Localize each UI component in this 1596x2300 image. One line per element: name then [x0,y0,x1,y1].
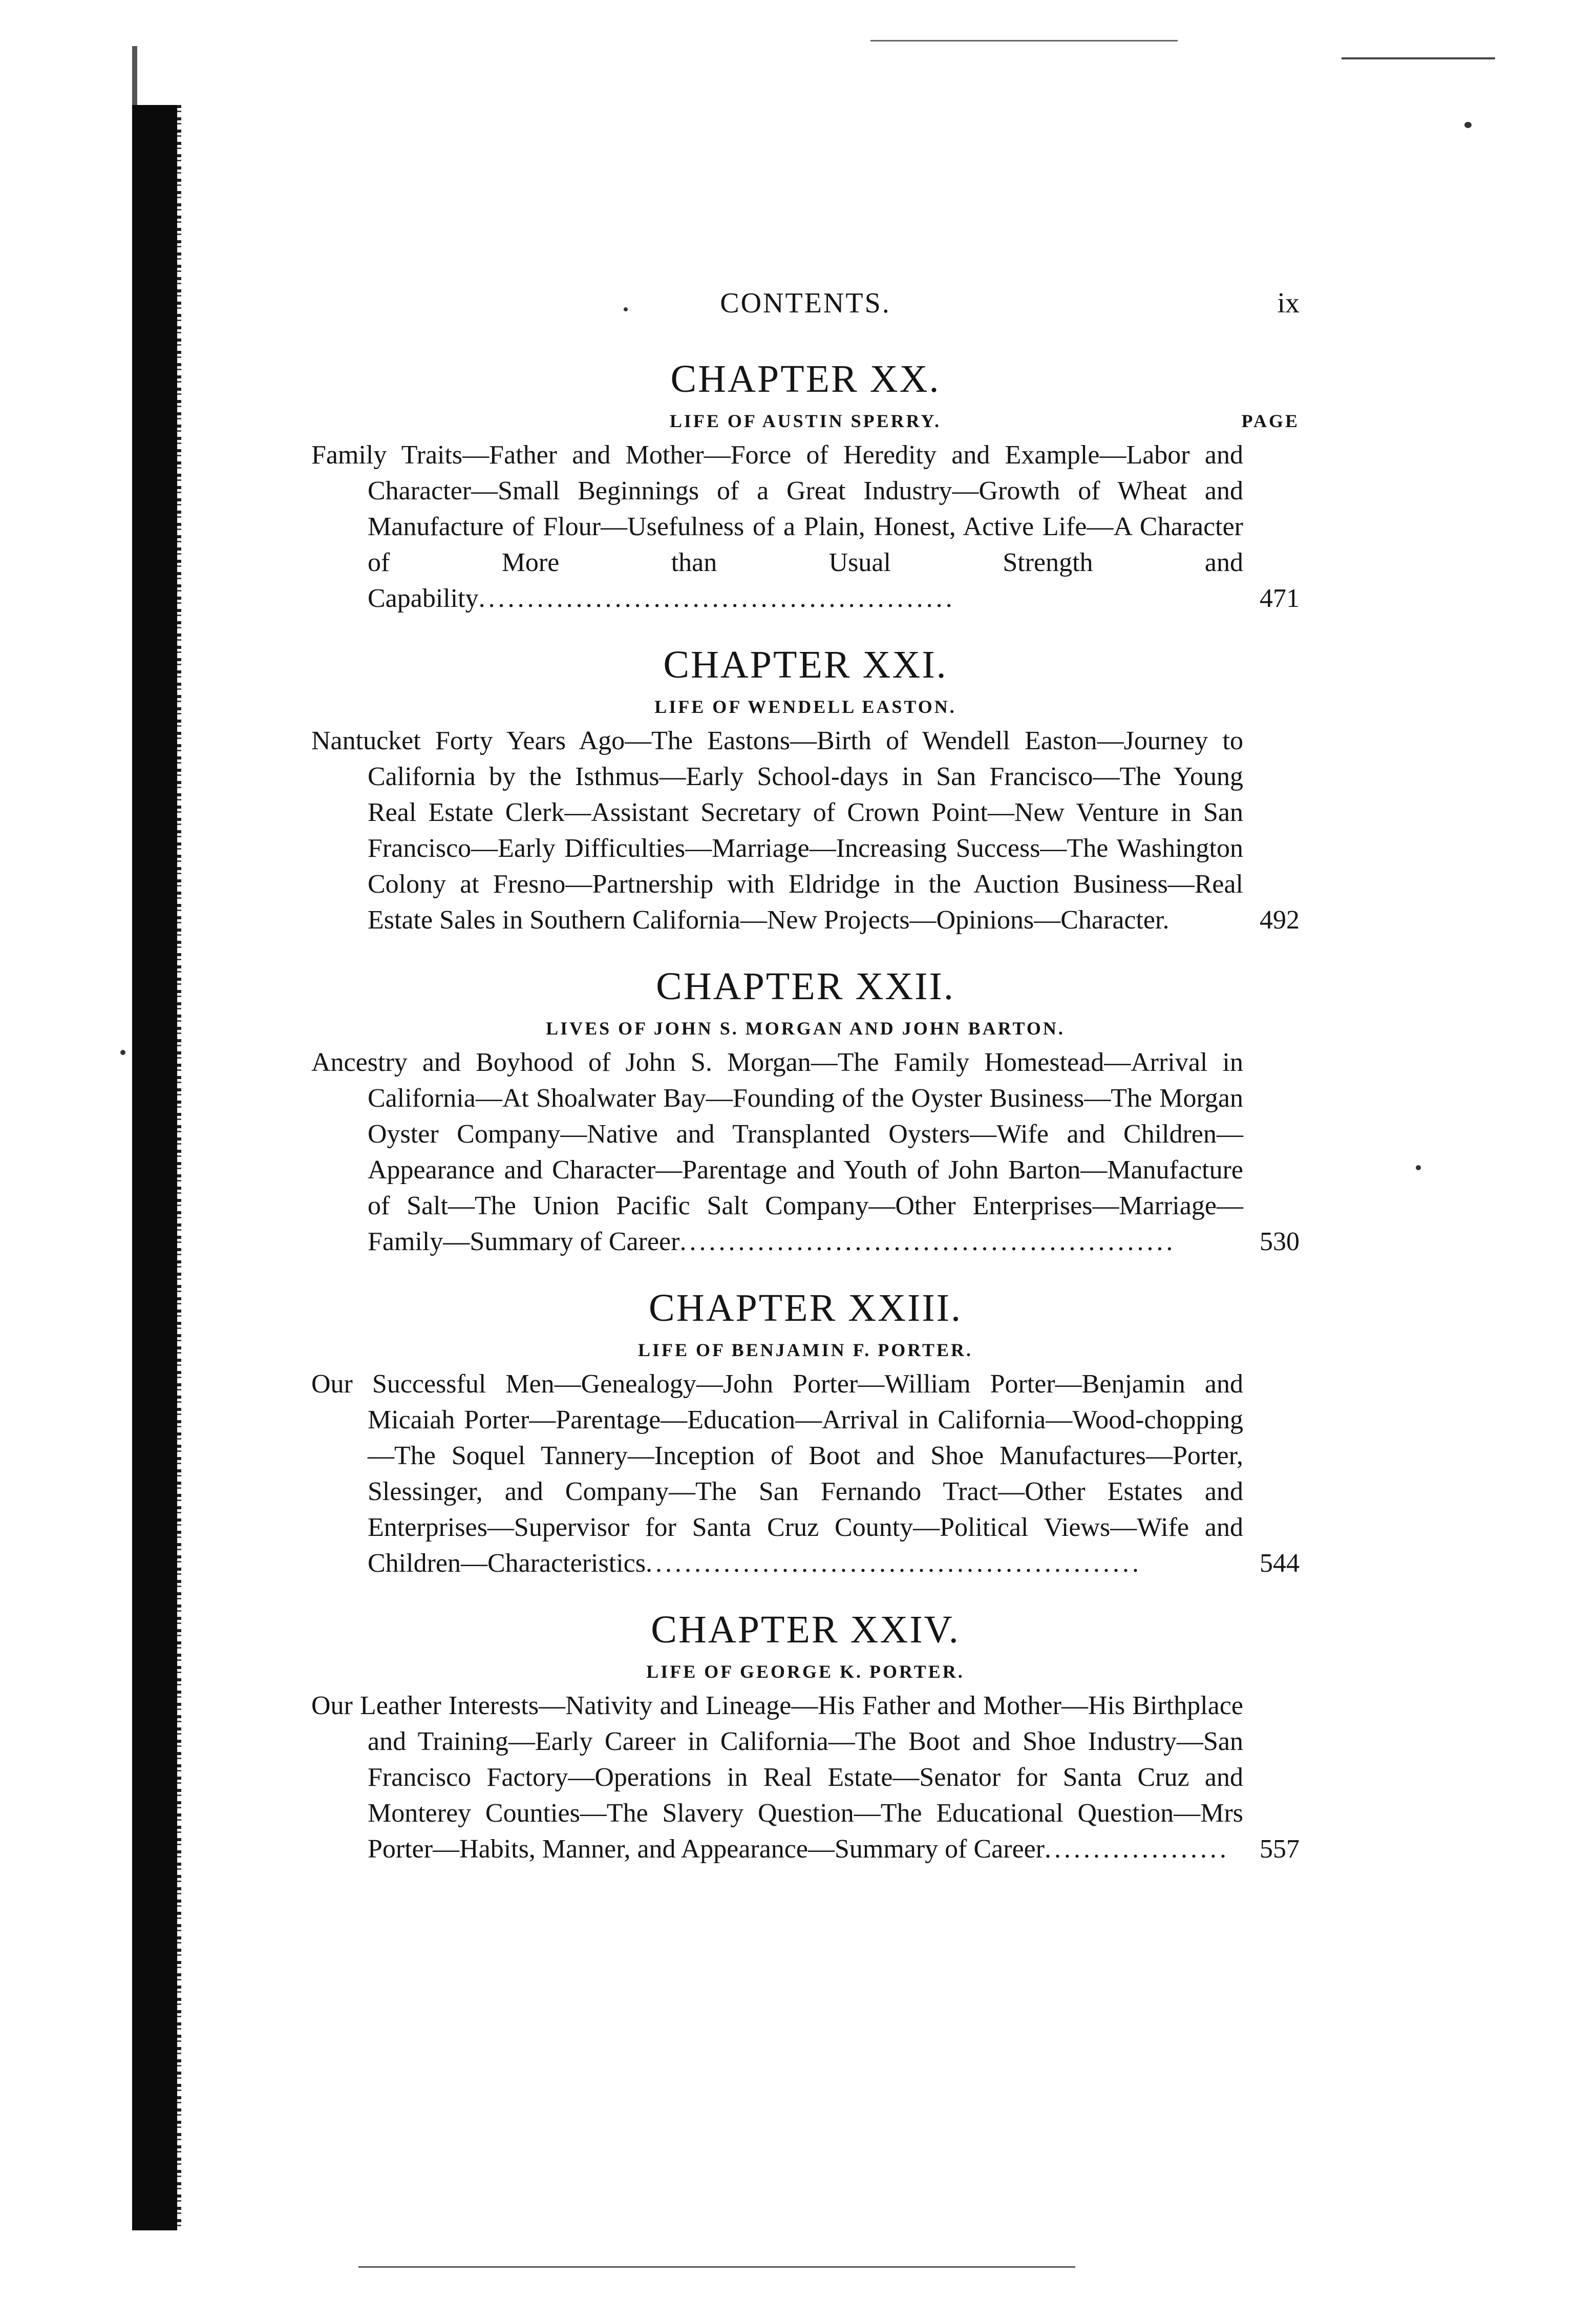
page-column-label: PAGE [1241,411,1300,431]
chapter-summary [311,1688,1243,1867]
dot-leader: ................................................... [645,1549,1142,1578]
chapter-summary-entry [311,437,1300,617]
summary-text: Our Leather Interests—Nativity and Lineage—His Father and Mother—His Birthplace and Training—Early Career in California—The Boot and Shoe Industry—San Francisco Factory—Operations in Real Estate—Senator for Santa Cruz and Monterey Counties—The Slavery Question—The Educational Question—Mrs Porter—Habits, Manner, and Appearance—Summary of Career [311,1691,1243,1864]
chapter-heading: CHAPTER XXII. [656,965,955,1008]
chapter-heading: CHAPTER XXIII. [649,1286,962,1330]
scan-artifact-top-right [1342,57,1495,59]
chapter-subheading: LIFE OF BENJAMIN F. PORTER. [637,1340,973,1360]
chapter-heading: CHAPTER XXI. [663,643,948,686]
dot-leader: ................................................. [478,584,955,613]
page-number: 557 [1260,1834,1300,1864]
chapter-subline [311,1655,1300,1688]
chapter-subheading: LIFE OF WENDELL EASTON. [654,697,956,717]
binding-edge-top [132,46,137,105]
chapter-subheading: LIVES OF JOHN S. MORGAN AND JOHN BARTON. [546,1018,1065,1039]
scan-artifact-bottom [358,2266,1075,2268]
chapter-summary [311,723,1243,938]
chapter-entry [311,353,1300,617]
chapter-heading: CHAPTER XX. [670,357,941,400]
chapter-subline [311,690,1300,723]
dust-speck [1464,122,1472,128]
chapter-subheading: LIFE OF GEORGE K. PORTER. [646,1661,965,1682]
chapter-entry [311,1282,1300,1581]
chapter-summary [311,437,1243,617]
chapter-summary-entry [311,1366,1300,1581]
chapter-summary-entry [311,1688,1300,1867]
chapter-heading: CHAPTER XXIV. [651,1608,960,1651]
chapter-summary-entry [311,1045,1300,1260]
table-of-contents [311,353,1300,1890]
chapter-subline [311,405,1300,437]
dot-leader: ................................................... [679,1227,1176,1256]
summary-text: Our Successful Men—Genealogy—John Porter—William Porter—Benjamin and Micaiah Porter—Parentage—Education—Arrival in California—Wood-chopping—The Soquel Tannery—Inception of Boot and Shoe Manufactures—Porter, Slessinger, and Company—The San Fernando Tract—Other Estates and Enterprises—Supervisor for Santa Cruz County—Political Views—Wife and Children—Characteristics [311,1369,1243,1578]
dot-leader: ................... [1045,1834,1230,1864]
chapter-summary [311,1045,1243,1260]
chapter-entry [311,1604,1300,1867]
summary-text: Family Traits—Father and Mother—Force of Heredity and Example—Labor and Character—Small Beginnings of a Great Industry—Growth of Wheat and Manufacture of Flour—Usefulness of a Plain, Honest, Active Life—A Character of More than Usual Strength and Capability [311,440,1243,613]
summary-text: Nantucket Forty Years Ago—The Eastons—Birth of Wendell Easton—Journey to California by the Isthmus—Early School-days in San Francisco—The Young Real Estate Clerk—Assistant Secretary of Crown Point—New Venture in San Francisco—Early Difficulties—Marriage—Increasing Success—The Washington Colony at Fresno—Partnership with Eldridge in the Auction Business—Real Estate Sales in Southern California—New Projects—Opinions—Character. [311,726,1243,935]
page-number: 471 [1260,584,1300,613]
chapter-subline [311,1012,1300,1045]
chapter-entry [311,961,1300,1260]
running-header [311,287,1300,323]
binding-ragged-edge [177,105,181,2230]
chapter-summary [311,1366,1243,1581]
chapter-subline [311,1334,1300,1366]
page-number: 544 [1260,1549,1300,1578]
chapter-subheading: LIFE OF AUSTIN SPERRY. [669,411,942,431]
page-number: 492 [1260,905,1300,935]
chapter-summary-entry [311,723,1300,938]
scan-artifact-top [870,40,1178,41]
running-title: CONTENTS. [720,287,891,319]
summary-text: Ancestry and Boyhood of John S. Morgan—The Family Homestead—Arrival in California—At Shoalwater Bay—Founding of the Oyster Business—The Morgan Oyster Company—Native and Transplanted Oysters—Wife and Children—Appearance and Character—Parentage and Youth of John Barton—Manufacture of Salt—The Union Pacific Salt Company—Other Enterprises—Marriage—Family—Summary of Career [311,1048,1243,1256]
page-number: 530 [1260,1227,1300,1256]
chapter-entry [311,639,1300,938]
page-folio: ix [1277,287,1300,319]
book-binding-shadow [132,105,177,2230]
dust-speck [1416,1165,1421,1170]
dust-speck [120,1050,125,1055]
